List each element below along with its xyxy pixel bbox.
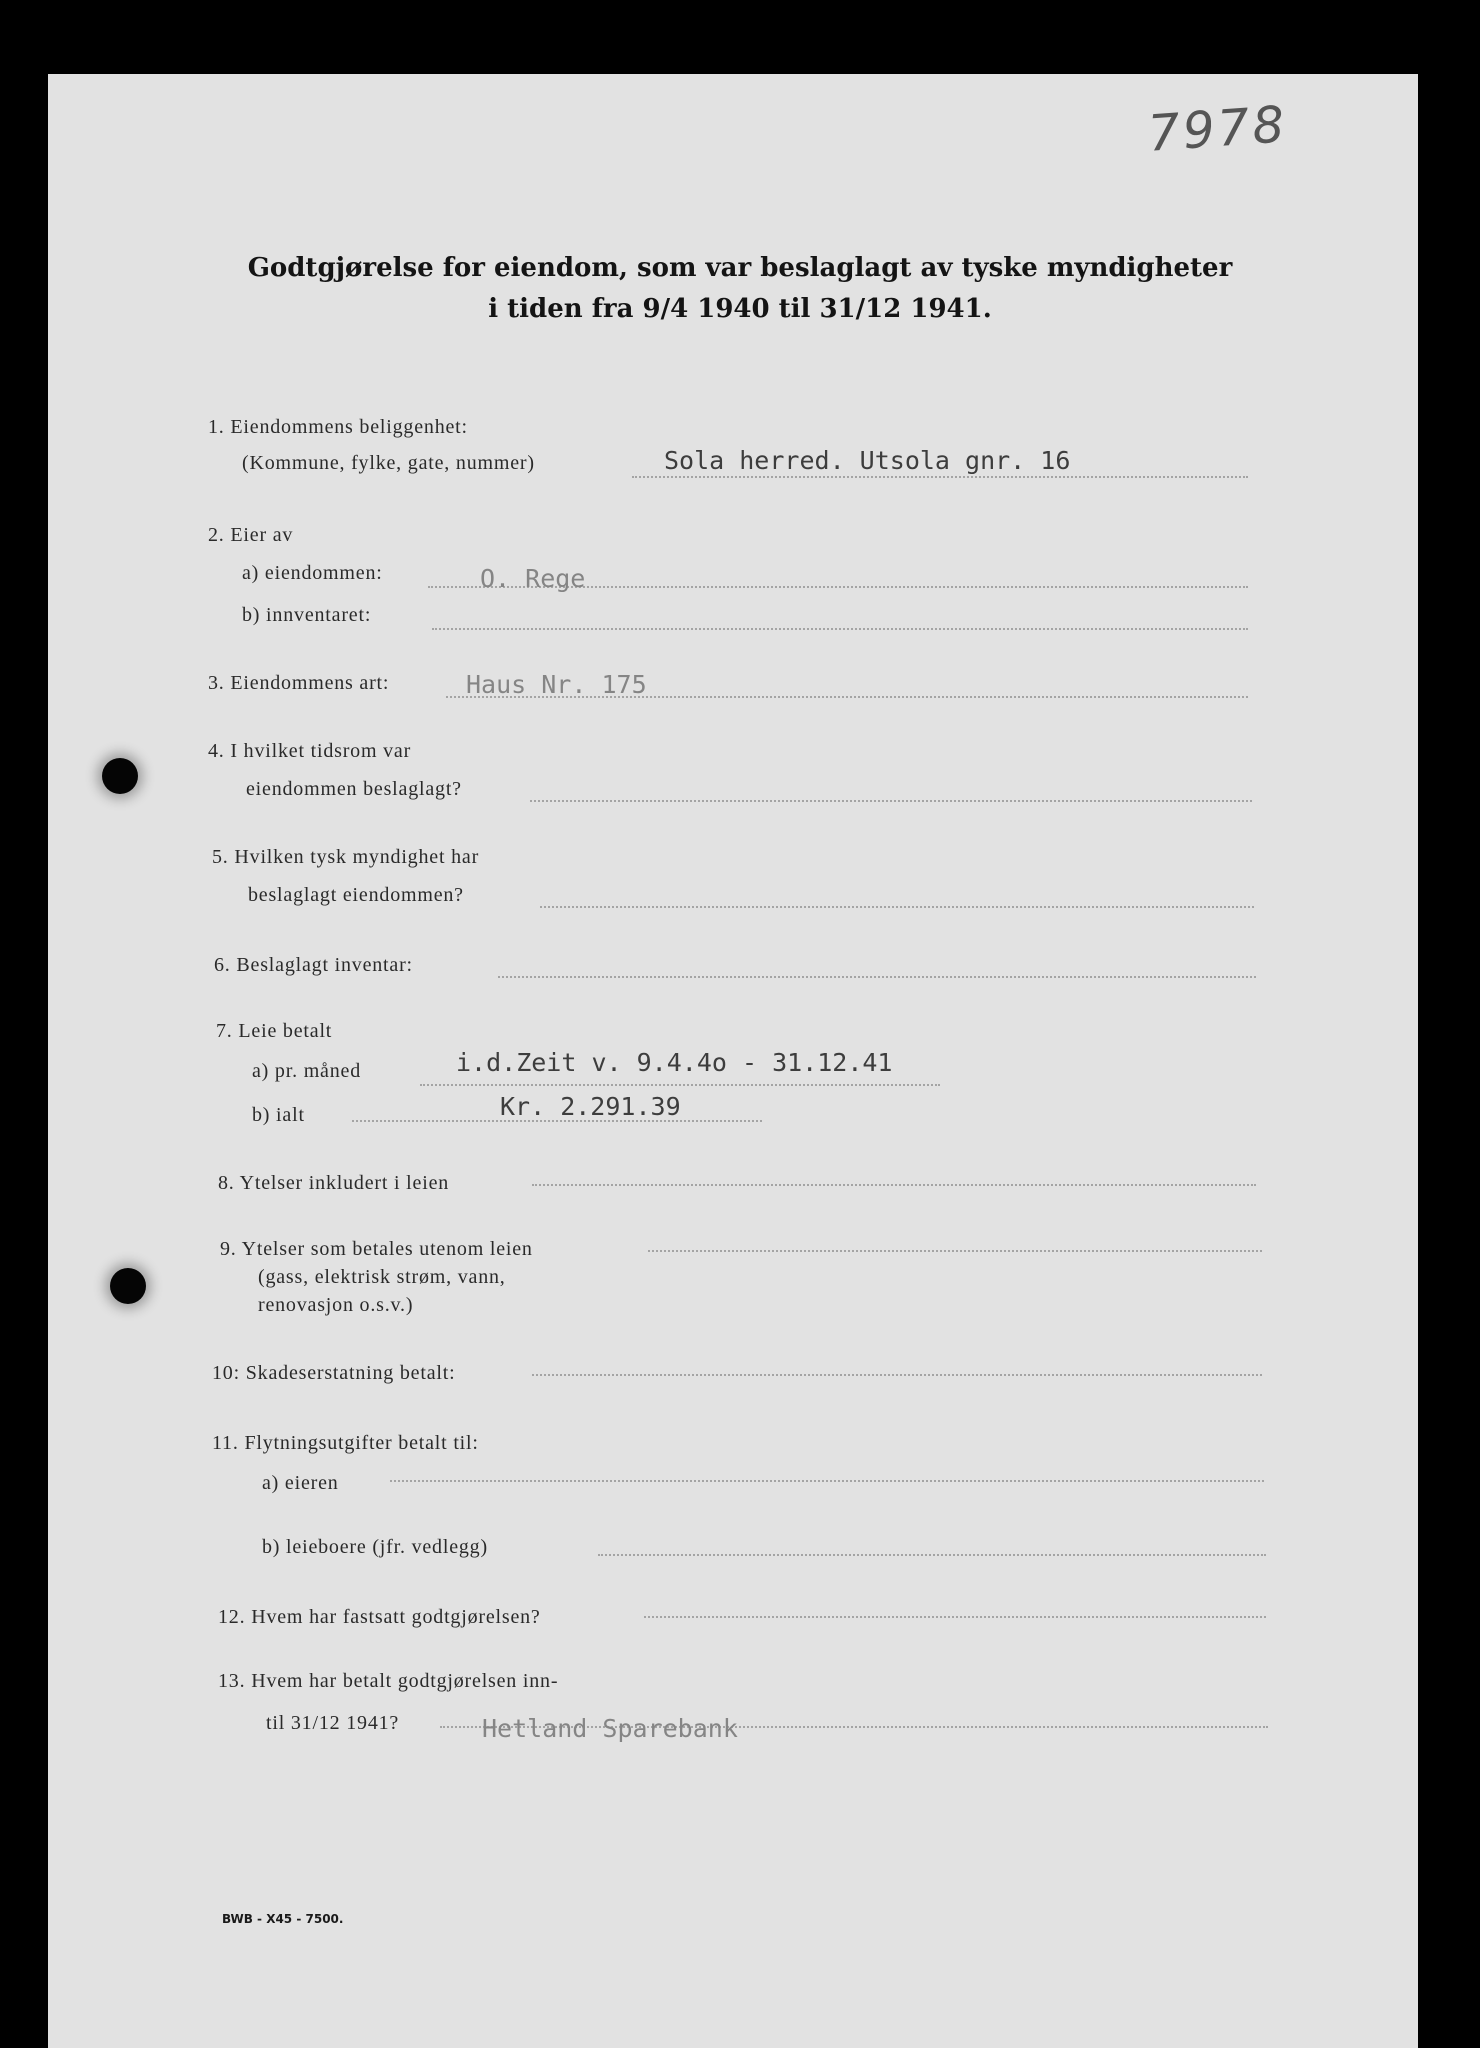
field-10-label: 10: Skadeserstatning betalt: [212, 1362, 456, 1384]
punch-hole-top [102, 758, 138, 794]
field-1-label: 1. Eiendommens beliggenhet: [208, 416, 468, 438]
field-11-label: 11. Flytningsutgifter betalt til: [212, 1432, 479, 1454]
field-11a-line [390, 1480, 1264, 1482]
field-2-label: 2. Eier av [208, 524, 294, 546]
field-9-line [648, 1250, 1262, 1252]
field-12-line [644, 1616, 1266, 1618]
field-4-label: 4. I hvilket tidsrom var [208, 740, 412, 762]
field-5-line [540, 906, 1254, 908]
field-13-value: Hetland Sparebank [482, 1714, 738, 1743]
form-title [0, 248, 1480, 330]
field-2a-value: O. Rege [480, 564, 586, 593]
field-11b-label: b) leieboere (jfr. vedlegg) [262, 1536, 488, 1558]
field-2b-label: b) innventaret: [242, 604, 372, 626]
field-9-sublabel-2: renovasjon o.s.v.) [258, 1294, 414, 1316]
field-1-value: Sola herred. Utsola gnr. 16 [664, 446, 1071, 475]
field-4-line [530, 800, 1252, 802]
field-7b-label: b) ialt [252, 1104, 305, 1126]
field-3-label: 3. Eiendommens art: [208, 672, 390, 694]
field-4-sublabel: eiendommen beslaglagt? [246, 778, 462, 800]
printer-mark: BWB - X45 - 7500. [222, 1912, 344, 1926]
form-title-line-1: Godtgjørelse for eiendom, som var beslaglagt av tyske myndigheter [247, 253, 1233, 283]
field-7a-value: i.d.Zeit v. 9.4.4o - 31.12.41 [456, 1048, 893, 1077]
field-2b-line [432, 628, 1248, 630]
field-13-sublabel: til 31/12 1941? [266, 1712, 400, 1734]
field-7b-value: Kr. 2.291.39 [500, 1092, 681, 1121]
field-5-label: 5. Hvilken tysk myndighet har [212, 846, 480, 868]
field-13-label: 13. Hvem har betalt godtgjørelsen inn- [218, 1670, 559, 1692]
form-title-line-2: i tiden fra 9/4 1940 til 31/12 1941. [488, 294, 992, 324]
field-5-sublabel: beslaglagt eiendommen? [248, 884, 464, 906]
field-8-line [532, 1184, 1256, 1186]
field-12-label: 12. Hvem har fastsatt godtgjørelsen? [218, 1606, 541, 1628]
field-2a-label: a) eiendommen: [242, 562, 383, 584]
field-9-sublabel-1: (gass, elektrisk strøm, vann, [258, 1266, 506, 1288]
field-6-line [498, 976, 1256, 978]
field-1-sublabel: (Kommune, fylke, gate, nummer) [242, 452, 535, 474]
field-7a-label: a) pr. måned [252, 1060, 362, 1082]
field-8-label: 8. Ytelser inkludert i leien [218, 1172, 450, 1194]
field-10-line [532, 1374, 1262, 1376]
archive-number-stamp: 7978 [1146, 95, 1290, 163]
field-3-value: Haus Nr. 175 [466, 670, 647, 699]
field-11b-line [598, 1554, 1266, 1556]
field-7-label: 7. Leie betalt [216, 1020, 333, 1042]
field-11a-label: a) eieren [262, 1472, 339, 1494]
field-1-line [632, 476, 1248, 478]
field-7a-line [420, 1084, 940, 1086]
punch-hole-bottom [110, 1268, 146, 1304]
field-9-label: 9. Ytelser som betales utenom leien [220, 1238, 533, 1260]
field-6-label: 6. Beslaglagt inventar: [214, 954, 413, 976]
